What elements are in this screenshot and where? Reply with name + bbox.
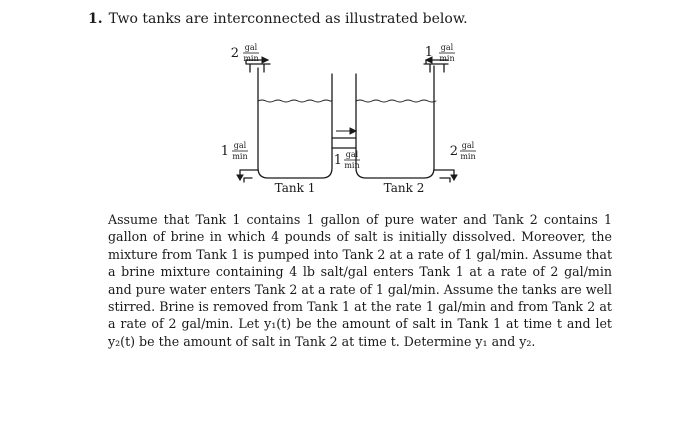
unit-numerator: gal [345,150,359,159]
rate-label-tank2-outflow [450,141,476,161]
tank-diagram [0,0,700,205]
tank1-outline [258,68,332,178]
tank2-outflow-pipe [434,170,454,182]
rate-label-transfer [334,150,360,170]
rate-value: 1 [220,144,229,159]
unit-denominator: min [232,152,248,161]
rate-label-tank1-inflow [231,43,259,63]
rate-value: 2 [230,46,239,61]
problem-number: 1. [88,11,103,27]
problem-body: Assume that Tank 1 contains 1 gallon of pure water and Tank 2 contains 1 gallon of brine in which 4 pounds of salt is initially dissolved. Moreover, the mixture from Tank 1 is pumped into Tank 2 at a rate of 1 gal/min. Assume that a brine mixture containing 4 lb salt/gal enters Tank 1 at a rate of 2 gal/min and pure water enters Tank 2 at a rate of 1 gal/min. Assume the tanks are well stirred. Brine is removed from Tank 1 at the rate 1 gal/min and from Tank 2 at a rate of 2 gal/min. Let y₁(t) be the amount of salt in Tank 1 at time t and let y₂(t) be the amount of salt in Tank 2 at time t. Determine y₁ and y₂. [108,212,612,349]
rate-value: 1 [333,153,342,168]
problem-heading-text: Two tanks are interconnected as illustrated below. [108,11,468,27]
tank2-outline [356,66,434,178]
rate-value: 2 [449,144,458,159]
arrow-tank1-inflow [262,57,268,63]
tank1-water-surface [258,100,332,102]
arrow-tank2-outflow [451,175,457,180]
unit-denominator: min [243,54,259,63]
unit-denominator: min [460,152,476,161]
rate-label-tank1-outflow [221,141,248,161]
unit-numerator: gal [244,43,258,52]
unit-denominator: min [439,54,455,63]
unit-numerator: gal [233,141,247,150]
arrow-transfer [350,128,356,134]
unit-denominator: min [344,161,360,170]
tank2-label: Tank 2 [383,181,425,195]
tank1-label: Tank 1 [274,181,316,195]
rate-value: 1 [424,45,433,60]
arrow-tank1-outflow [237,175,243,180]
transfer-pipe [332,138,356,148]
tank2-water-surface [356,100,436,102]
unit-numerator: gal [440,43,454,52]
unit-numerator: gal [461,141,475,150]
